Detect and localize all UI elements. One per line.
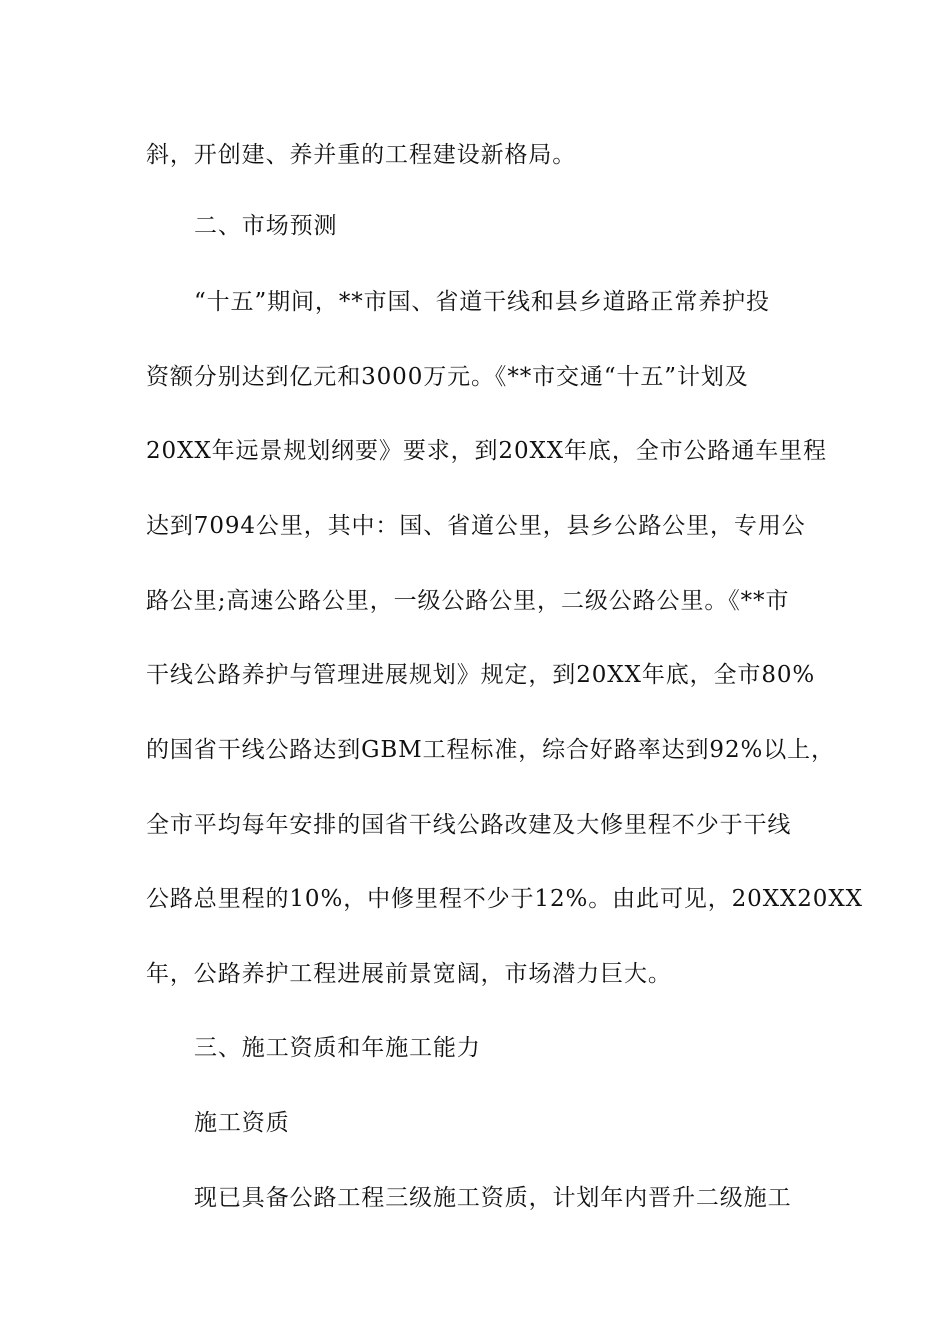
section-heading-market-forecast: 二、市场预测 xyxy=(194,213,338,239)
paragraph-line: 路公里;高速公路公里，一级公路公里，二级公路公里。《**市 xyxy=(146,588,790,614)
paragraph-line: 公路总里程的10%，中修里程不少于12%。由此可见，20XX20XX xyxy=(146,886,863,912)
paragraph-line: 斜，开创建、养并重的工程建设新格局。 xyxy=(146,142,577,168)
paragraph-line: 达到7094公里，其中：国、省道公里，县乡公路公里，专用公 xyxy=(146,513,806,539)
paragraph-line: 干线公路养护与管理进展规划》规定，到20XX年底，全市80% xyxy=(146,662,816,688)
paragraph-line: 20XX年远景规划纲要》要求，到20XX年底，全市公路通车里程 xyxy=(146,438,827,464)
paragraph-line: “十五”期间，**市国、省道干线和县乡道路正常养护投 xyxy=(194,289,770,315)
paragraph-line: 年，公路养护工程进展前景宽阔，市场潜力巨大。 xyxy=(146,961,672,987)
section-heading-qualification: 三、施工资质和年施工能力 xyxy=(194,1035,481,1061)
paragraph-line: 的国省干线公路达到GBM工程标准，综合好路率达到92%以上， xyxy=(146,737,835,763)
paragraph-line: 现已具备公路工程三级施工资质，计划年内晋升二级施工 xyxy=(194,1185,792,1211)
paragraph-line: 资额分别达到亿元和3000万元。《**市交通“十五”计划及 xyxy=(146,364,749,390)
paragraph-line: 全市平均每年安排的国省干线公路改建及大修里程不少于干线 xyxy=(146,812,792,838)
subsection-heading: 施工资质 xyxy=(194,1110,290,1136)
